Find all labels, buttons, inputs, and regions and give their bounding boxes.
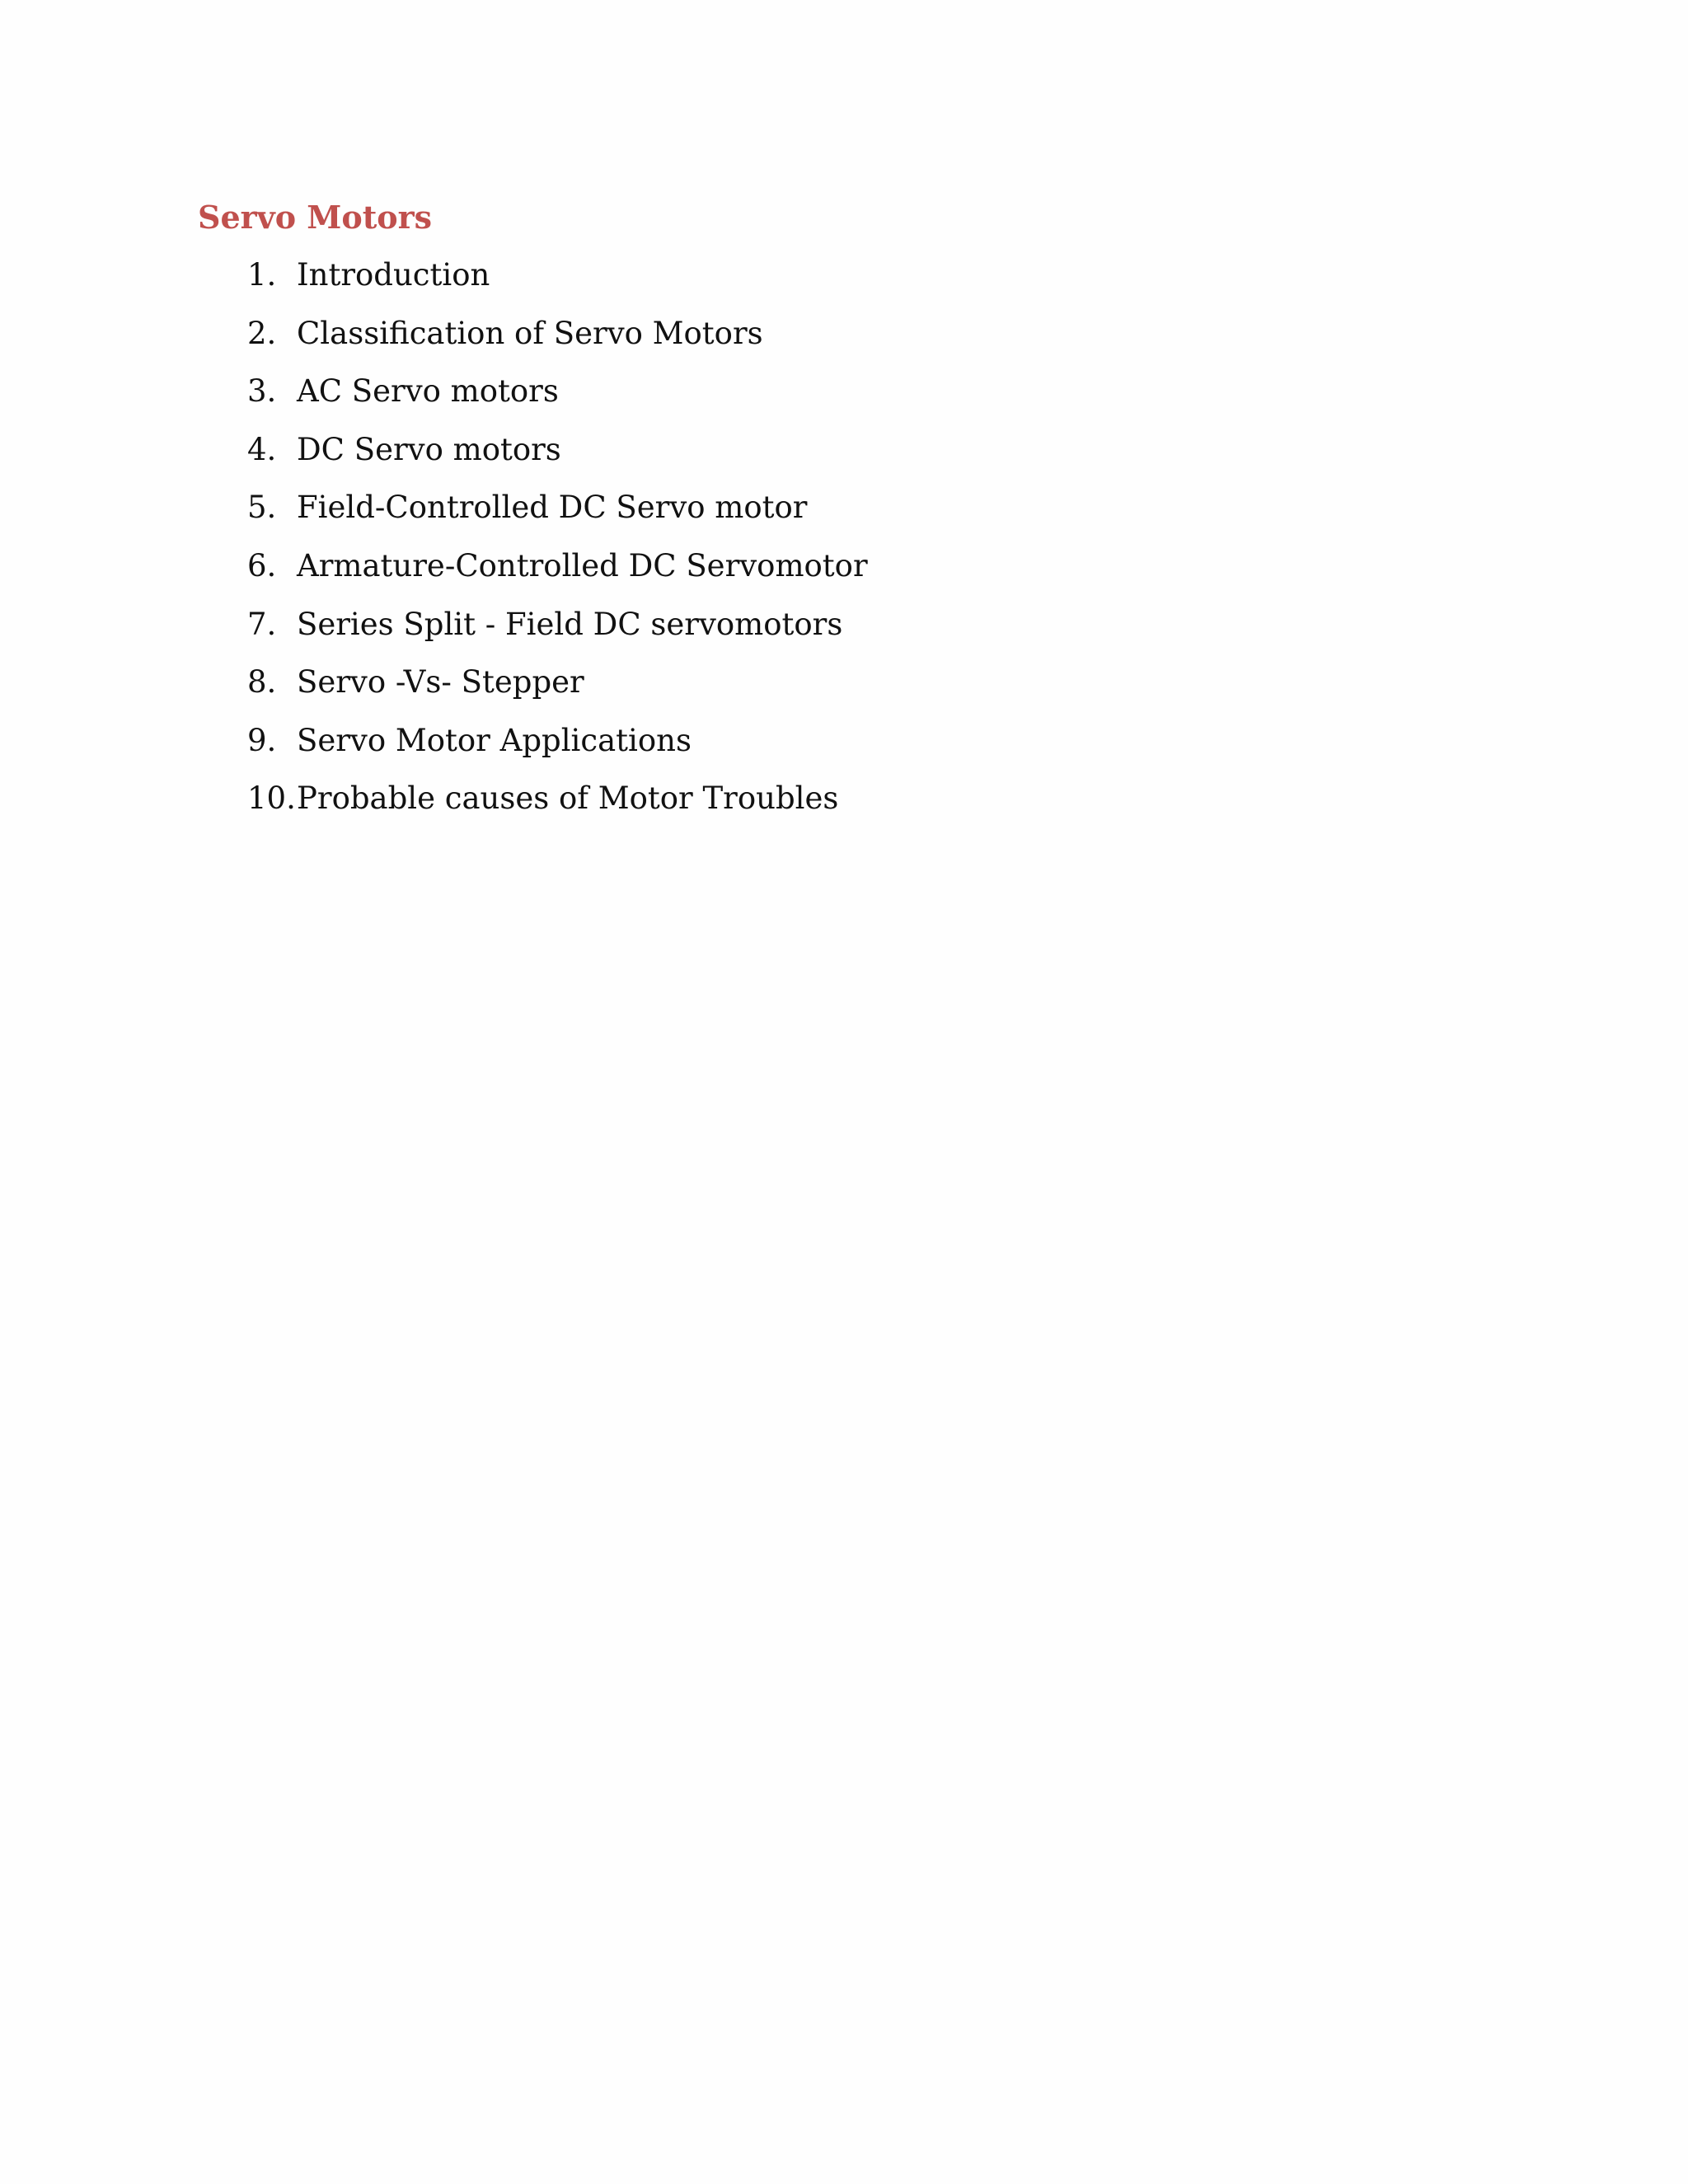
list-item-text: Servo -Vs- Stepper: [297, 664, 584, 701]
list-item-number: 10.: [247, 780, 296, 817]
list-item-text: Probable causes of Motor Troubles: [297, 780, 839, 817]
list-item-number: 2.: [247, 315, 277, 351]
list-item: [247, 776, 868, 834]
list-item-text: Introduction: [297, 257, 490, 293]
list-item: [247, 368, 868, 427]
list-item-text: DC Servo motors: [297, 431, 561, 467]
list-item: [247, 543, 868, 602]
list-item: [247, 602, 868, 660]
list-item: [247, 485, 868, 543]
list-item-number: 1.: [247, 257, 277, 293]
list-item-number: 8.: [247, 664, 277, 701]
list-item-text: Servo Motor Applications: [297, 722, 692, 758]
list-item: [247, 252, 868, 311]
list-item-text: AC Servo motors: [297, 373, 559, 410]
page-title: Servo Motors: [198, 199, 433, 236]
list-item-number: 3.: [247, 373, 277, 410]
list-item-text: Field-Controlled DC Servo motor: [297, 490, 808, 526]
list-item-text: Classification of Servo Motors: [297, 315, 763, 351]
list-item-number: 9.: [247, 722, 277, 758]
list-item-text: Series Split - Field DC servomotors: [297, 606, 843, 642]
list-item: [247, 311, 868, 369]
contents-list: [247, 252, 868, 834]
list-item-number: 6.: [247, 547, 277, 583]
list-item: [247, 718, 868, 776]
list-item-text: Armature-Controlled DC Servomotor: [297, 547, 868, 583]
list-item-number: 7.: [247, 606, 277, 642]
list-item-number: 5.: [247, 490, 277, 526]
list-item: [247, 427, 868, 485]
list-item: [247, 659, 868, 718]
list-item-number: 4.: [247, 431, 277, 467]
